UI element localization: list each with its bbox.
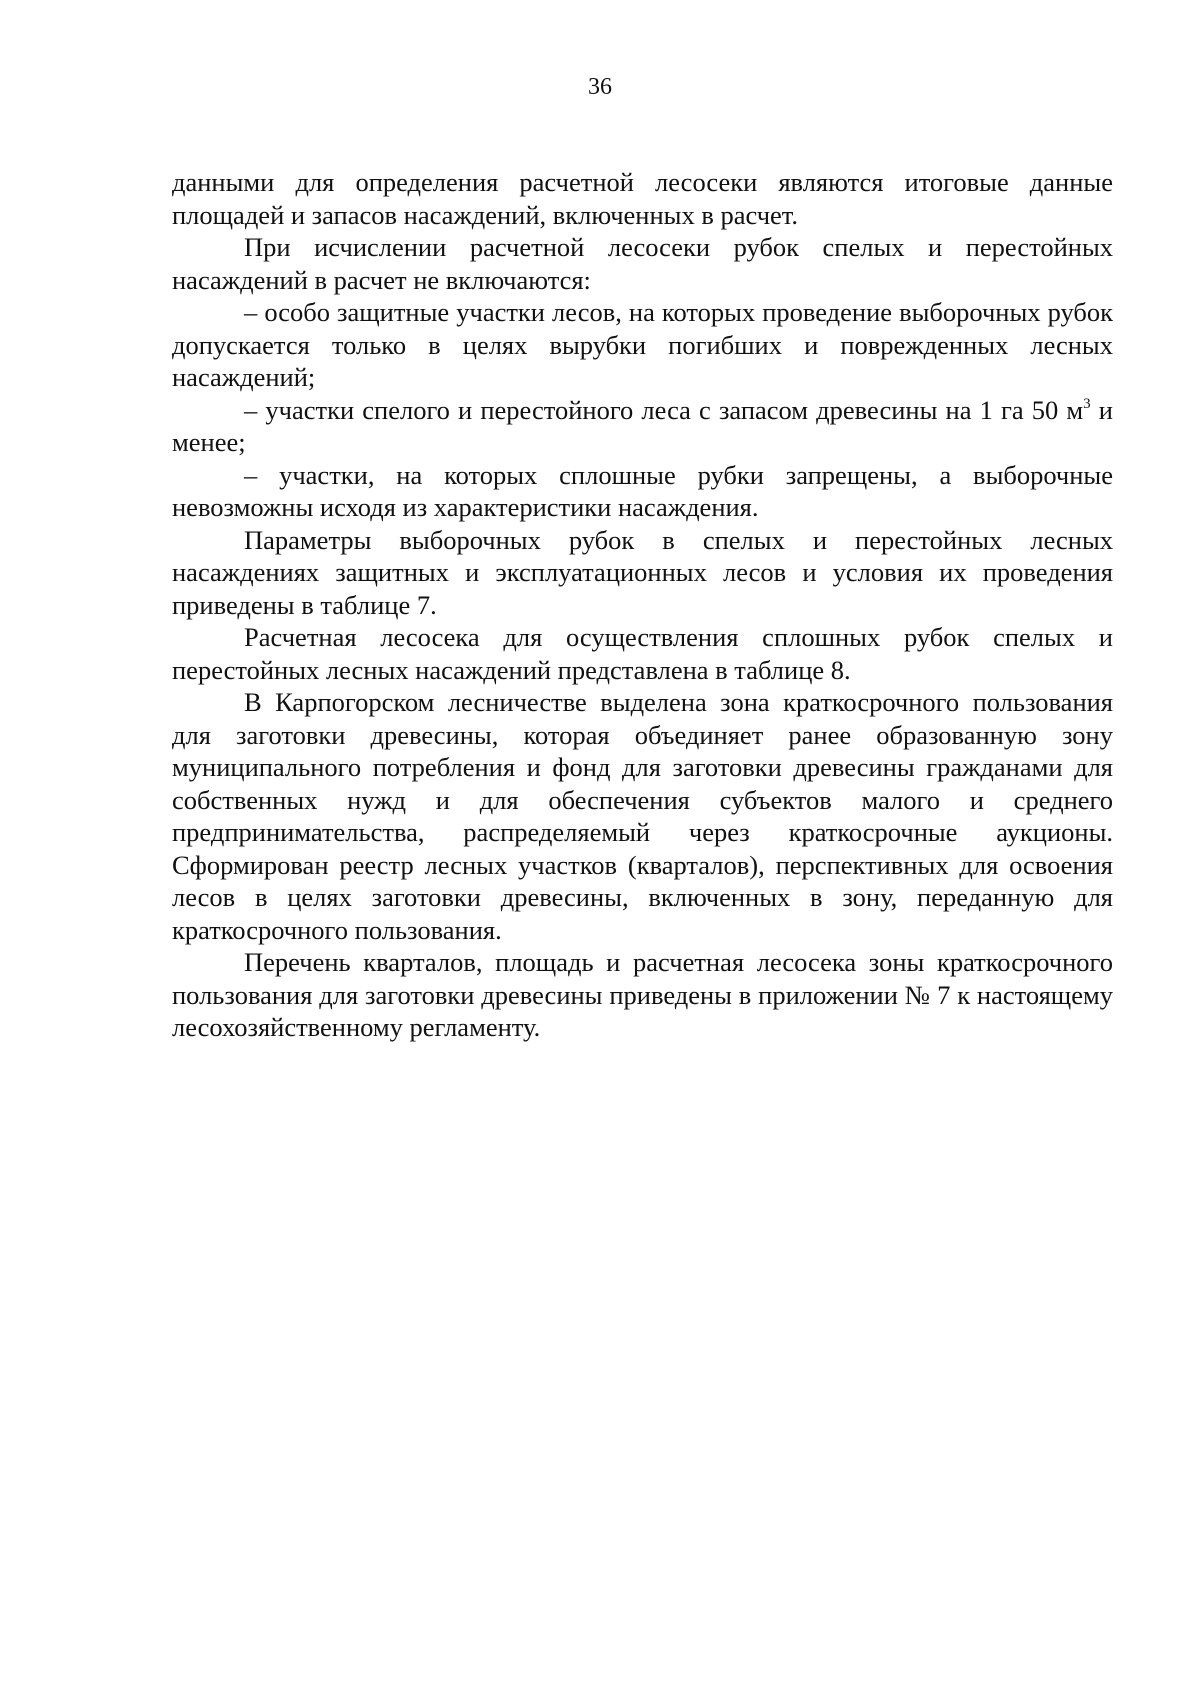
paragraph-table-8-reference: Расчетная лесосека для осуществления сплошных рубок спелых и перестойных лесных насаждений представлена в таблице 8. (172, 622, 1113, 685)
list-item-low-stock-tail: и менее; (172, 394, 1113, 457)
document-body (172, 166, 1113, 1044)
paragraph-exclusions-intro: При исчислении расчетной лесосеки рубок спелых и перестойных насаждений в расчет не включаются: (172, 232, 1113, 295)
list-item-protective-areas: – особо защитные участки лесов, на которых проведение выборочных рубок допускается только в целях вырубки погибших и поврежденных лесных насаждений; (172, 297, 1113, 392)
paragraph-continuation: данными для определения расчетной лесосеки являются итоговые данные площадей и запасов насаждений, включенных в расчет. (172, 167, 1113, 230)
page-number: 36 (588, 74, 612, 100)
list-item-low-stock-areas (172, 394, 1113, 459)
list-item-low-stock-text: – участки спелого и перестойного леса с запасом древесины на 1 га 50 м (244, 394, 1084, 425)
paragraph-table-7-reference: Параметры выборочных рубок в спелых и перестойных лесных насаждениях защитных и эксплуатационных лесов и условия их проведения приведены в таблице 7. (172, 524, 1113, 620)
list-item-prohibited-areas: – участки, на которых сплошные рубки запрещены, а выборочные невозможны исходя из характеристики насаждения. (172, 459, 1113, 522)
paragraph-short-term-zone: В Карпогорском лесничестве выделена зона краткосрочного пользования для заготовки древесины, которая объединяет ранее образованную зону муниципального потребления и фонд для заготовки древесины гражданами для собственных нужд и для обеспечения субъектов малого и среднего предпринимательства, распределяемый через краткосрочные аукционы. Сформирован реестр лесных участков (кварталов), перспективных для освоения лесов в целях заготовки древесины, включенных в зону, переданную для краткосрочного пользования. (172, 687, 1113, 945)
cubic-superscript: 3 (1083, 395, 1091, 412)
paragraph-appendix-reference: Перечень кварталов, площадь и расчетная лесосека зоны краткосрочного пользования для заготовки древесины приведены в приложении № 7 к настоящему лесохозяйственному регламенту. (172, 947, 1113, 1042)
